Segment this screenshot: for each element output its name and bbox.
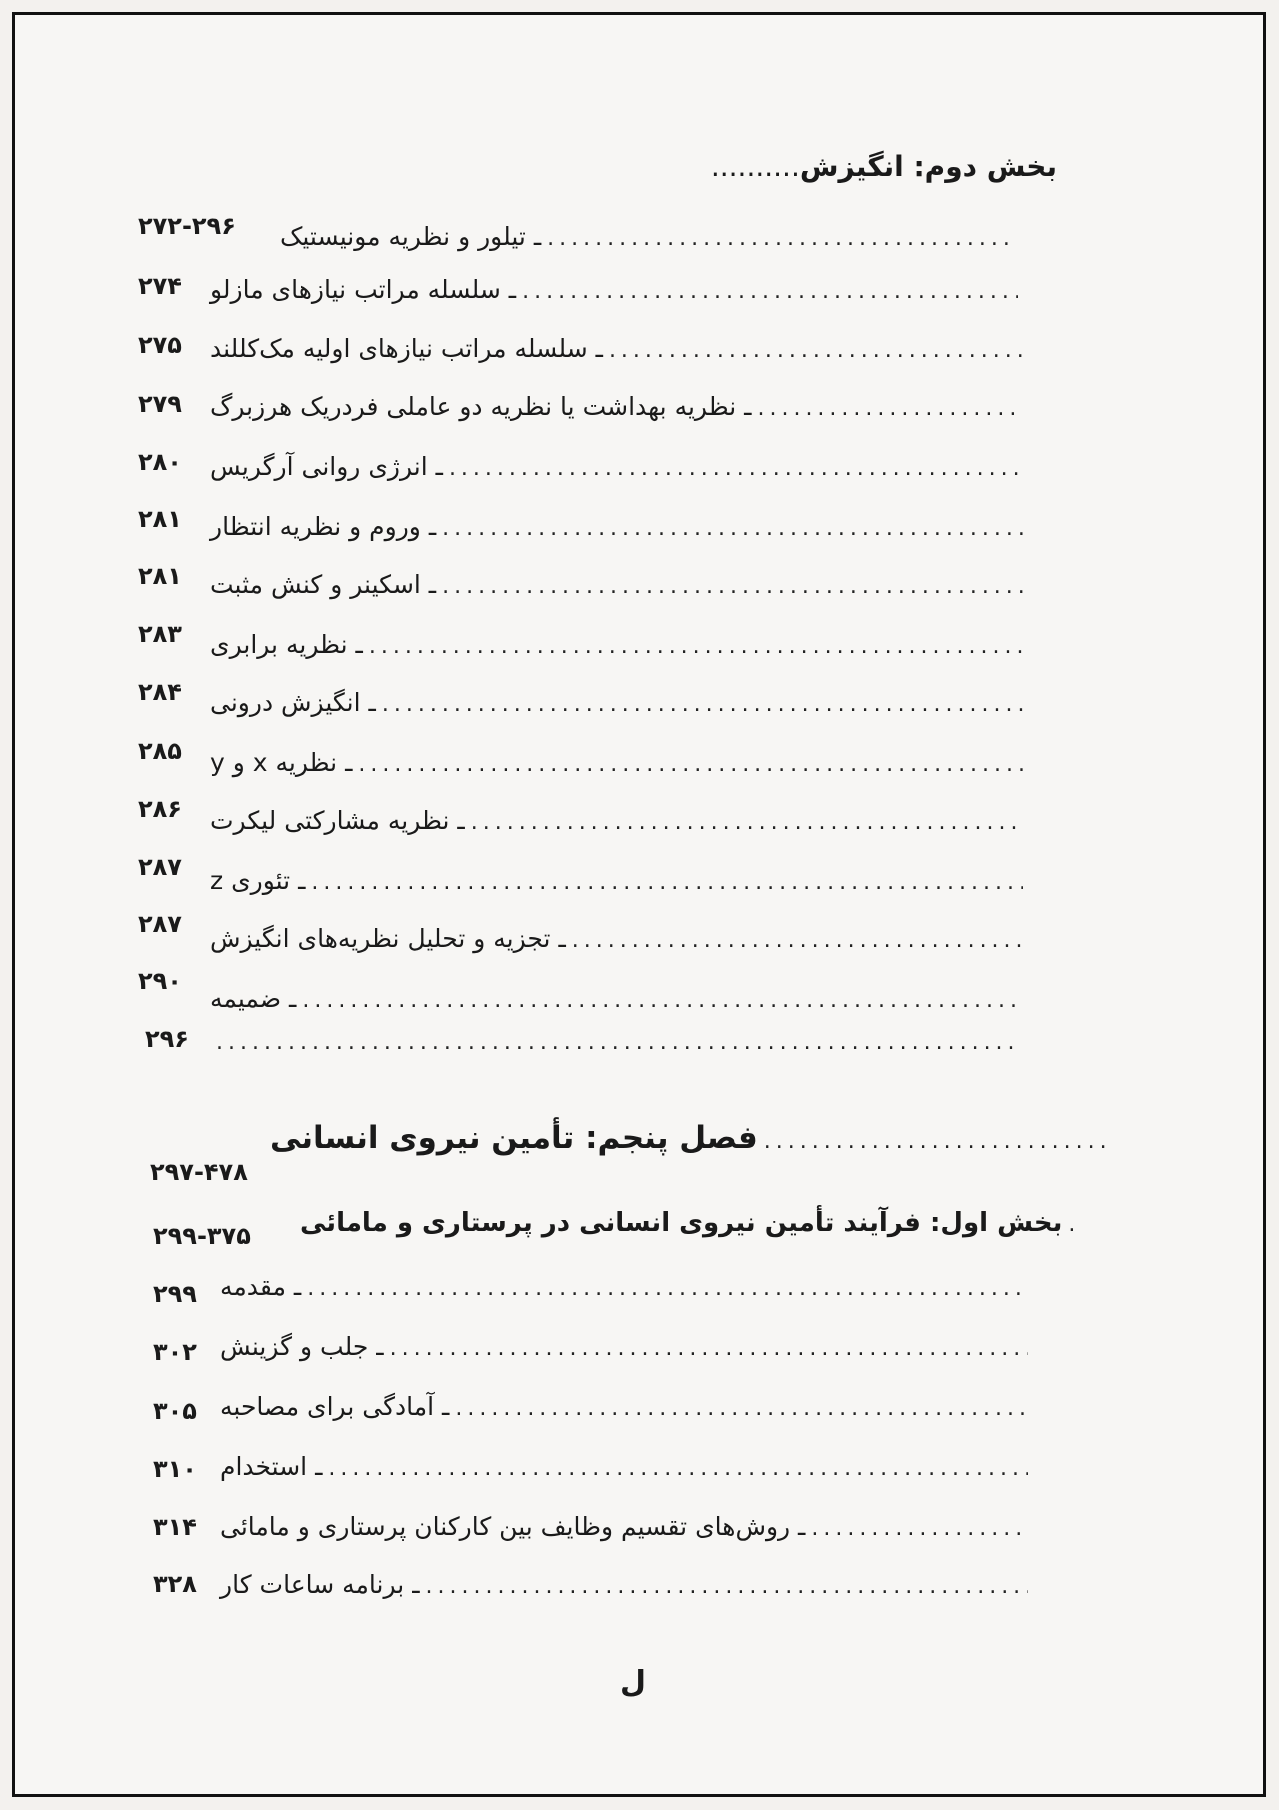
dot-leader — [442, 574, 1023, 599]
toc-line-equity — [210, 630, 1029, 659]
dot-leader — [302, 988, 1023, 1013]
dot-leader — [426, 1574, 1028, 1599]
toc-line-appendix — [210, 984, 1029, 1013]
page-folio: ل — [620, 1665, 647, 1700]
toc-line-mcclelland — [210, 334, 1029, 363]
toc-page-number: ۳۱۰ — [153, 1455, 197, 1483]
dot-leader — [307, 1276, 1028, 1301]
dot-leader — [382, 692, 1023, 717]
dot-leader — [764, 1129, 1108, 1154]
dot-leader — [572, 928, 1023, 953]
toc-title: ـ تئوری z — [210, 866, 306, 895]
dot-leader — [455, 1396, 1028, 1421]
toc-page-number: ۳۰۲ — [153, 1338, 197, 1366]
dot-leader — [216, 1030, 1013, 1055]
toc-title: ـ وروم و نظریه انتظار — [210, 512, 437, 541]
toc-line-recruitment — [220, 1332, 1034, 1361]
toc-line-likert — [210, 806, 1029, 835]
toc-page-number: ۲۹۹ — [153, 1280, 197, 1308]
dot-leader — [1068, 1212, 1073, 1237]
toc-page-number: ۲۹۶ — [145, 1025, 189, 1053]
toc-line-vroom — [210, 512, 1029, 541]
toc-title: ـ جلب و گزینش — [220, 1332, 384, 1361]
dot-leader — [390, 1336, 1028, 1361]
toc-line-skinner — [210, 570, 1029, 599]
chapter5-heading-text: فصل پنجم: تأمین نیروی انسانی — [270, 1120, 758, 1156]
dot-leader: .......... — [710, 150, 800, 183]
toc-page-number: ۲۸۴ — [138, 678, 182, 706]
dot-leader — [471, 810, 1023, 835]
toc-line-work-schedule — [220, 1570, 1034, 1599]
toc-title: ـ نظریه x و y — [210, 748, 353, 777]
toc-title: ـ انرژی روانی آرگریس — [210, 452, 443, 481]
toc-page-number: ۲۸۱ — [138, 562, 182, 590]
toc-line-taylor — [280, 222, 1019, 251]
section1-heading-text: بخش اول: فرآیند تأمین نیروی انسانی در پرستاری و مامائی — [300, 1208, 1063, 1238]
toc-page-number: ۳۰۵ — [153, 1397, 197, 1425]
toc-line-intro — [220, 1272, 1034, 1301]
toc-title: ـ نظریه برابری — [210, 630, 363, 659]
dot-leader — [328, 1456, 1028, 1481]
dot-leader — [311, 870, 1023, 895]
toc-page-number: ۳۱۴ — [153, 1513, 197, 1541]
toc-title: ـ اسکینر و کنش مثبت — [210, 570, 437, 599]
toc-title: ـ آمادگی برای مصاحبه — [220, 1392, 450, 1421]
dot-leader — [442, 516, 1023, 541]
toc-title: ـ استخدام — [220, 1452, 323, 1481]
toc-line-theory-z — [210, 866, 1029, 895]
toc-line-trailing — [210, 1030, 1019, 1055]
dot-leader — [757, 396, 1023, 421]
toc-title: ـ روش‌های تقسیم وظایف بین کارکنان پرستاری و مامائی — [220, 1512, 806, 1541]
dot-leader — [358, 752, 1023, 777]
toc-line-analysis — [210, 924, 1029, 953]
toc-line-maslow — [210, 275, 1024, 304]
toc-title: ـ نظریه بهداشت یا نظریه دو عاملی فردریک هرزبرگ — [210, 392, 752, 421]
toc-page-number: ۲۷۹ — [138, 390, 182, 418]
chapter5-page-range: ۲۹۷-۴۷۸ — [150, 1158, 248, 1186]
chapter5-heading — [270, 1120, 1114, 1156]
toc-page-number: ۲۹۰ — [138, 967, 182, 995]
toc-page-number: ۳۲۸ — [153, 1570, 197, 1598]
dot-leader — [522, 279, 1018, 304]
toc-title: ـ تیلور و نظریه مونیستیک — [280, 222, 542, 251]
toc-title: ـ تجزیه و تحلیل نظریه‌های انگیزش — [210, 924, 566, 953]
section1-page-range: ۲۹۹-۳۷۵ — [153, 1222, 251, 1250]
toc-title: ـ برنامه ساعات کار — [220, 1570, 420, 1599]
toc-title: ـ انگیزش درونی — [210, 688, 376, 717]
dot-leader — [609, 338, 1023, 363]
dot-leader — [369, 634, 1023, 659]
toc-page-number: ۲۷۵ — [138, 331, 182, 359]
dot-leader — [811, 1516, 1028, 1541]
toc-line-employment — [220, 1452, 1034, 1481]
toc-title: ـ سلسله مراتب نیازهای مازلو — [210, 275, 517, 304]
toc-line-herzberg — [210, 392, 1029, 421]
dot-leader — [449, 456, 1023, 481]
toc-page-number: ۲۷۲-۲۹۶ — [138, 212, 236, 240]
toc-page-number: ۲۸۷ — [138, 853, 182, 881]
toc-line-task-division — [220, 1512, 1034, 1541]
section2-heading — [711, 150, 1057, 183]
toc-title: ـ ضمیمه — [210, 984, 297, 1013]
toc-page-number: ۲۸۱ — [138, 505, 182, 533]
toc-title: ـ سلسله مراتب نیازهای اولیه مک‌کللند — [210, 334, 603, 363]
toc-line-intrinsic — [210, 688, 1029, 717]
toc-page-number: ۲۸۶ — [138, 795, 182, 823]
toc-line-argyris — [210, 452, 1029, 481]
section2-heading-text: بخش دوم: انگیزش — [799, 150, 1057, 183]
toc-title: ـ نظریه مشارکتی لیکرت — [210, 806, 465, 835]
toc-page-number: ۲۷۴ — [138, 272, 182, 300]
section1-heading — [300, 1208, 1079, 1238]
toc-line-interview-prep — [220, 1392, 1034, 1421]
toc-page-number: ۲۸۵ — [138, 737, 182, 765]
toc-title: ـ مقدمه — [220, 1272, 302, 1301]
dot-leader — [547, 226, 1013, 251]
toc-line-xy — [210, 748, 1029, 777]
toc-page-number: ۲۸۳ — [138, 620, 182, 648]
toc-page-number: ۲۸۷ — [138, 910, 182, 938]
toc-page-number: ۲۸۰ — [138, 448, 182, 476]
